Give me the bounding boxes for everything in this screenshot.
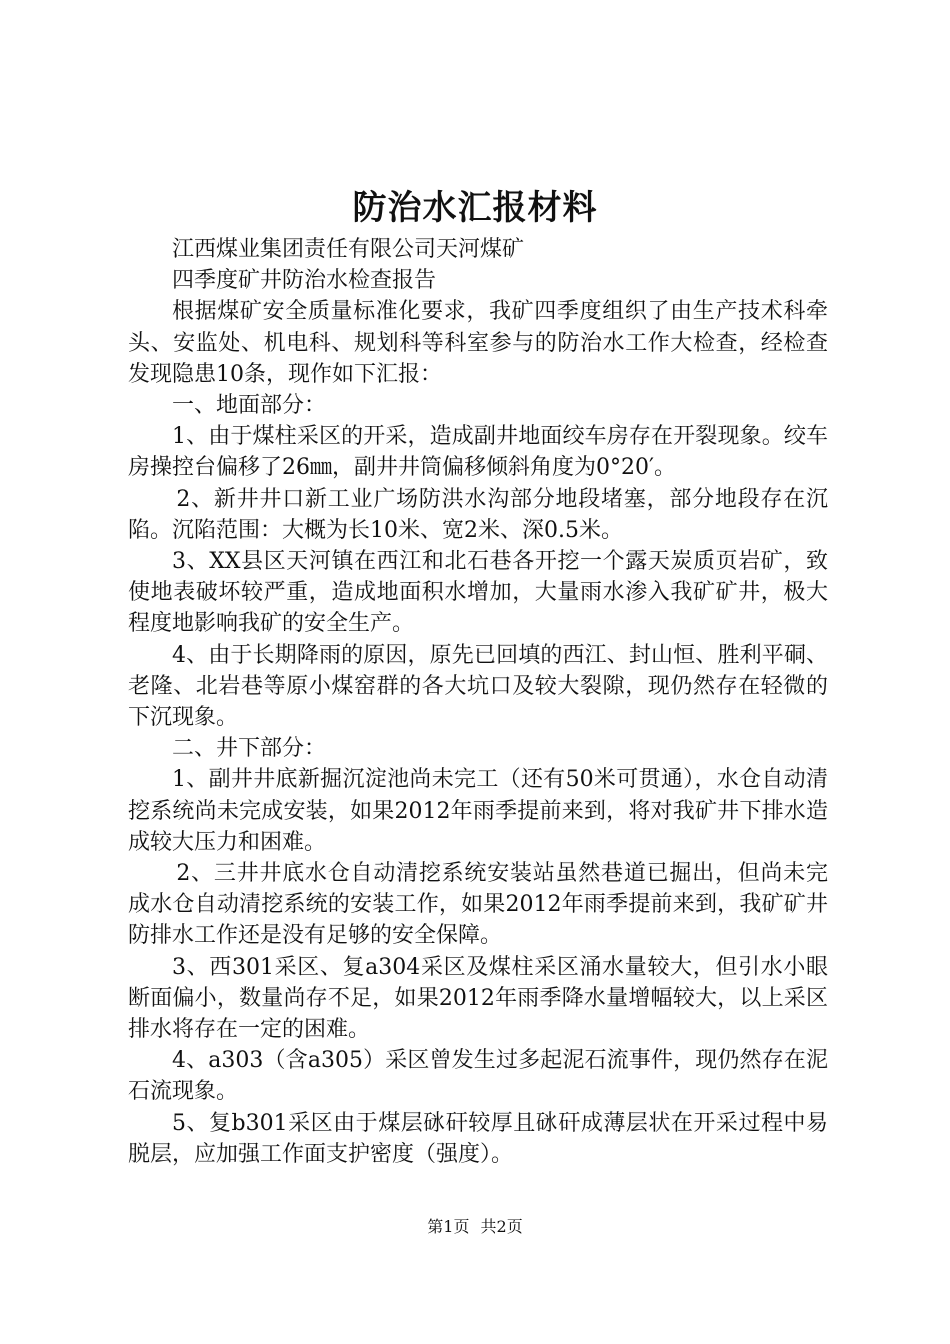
paragraph-surface-3: 3、XX县区天河镇在西江和北石巷各开挖一个露天炭质页岩矿，致使地表破坏较严重，造成地面积水增加，大量雨水渗入我矿矿井，极大程度地影响我矿的安全生产。 bbox=[128, 549, 828, 637]
paragraph-underground-1: 1、副井井底新掘沉淀池尚未完工（还有50米可贯通），水仓自动清挖系统尚未完成安装，如果2012年雨季提前来到，将对我矿井下排水造成较大压力和困难。 bbox=[128, 767, 828, 855]
paragraph-underground-2: 2、三井井底水仓自动清挖系统安装站虽然巷道已掘出，但尚未完成水仓自动清挖系统的安装工作，如果2012年雨季提前来到，我矿矿井防排水工作还是没有足够的安全保障。 bbox=[128, 861, 828, 949]
paragraph-underground-5: 5、复b301采区由于煤层砯矸较厚且砯矸成薄层状在开采过程中易脱层，应加强工作面支护密度（强度）。 bbox=[128, 1110, 828, 1167]
paragraph-company: 江西煤业集团责任有限公司天河煤矿 bbox=[172, 237, 525, 262]
paragraph-surface-4: 4、由于长期降雨的原因，原先已回填的西江、封山恒、胜利平硐、老隆、北岩巷等原小煤窑群的各大坑口及较大裂隙，现仍然存在轻微的下沉现象。 bbox=[128, 642, 828, 731]
document-title: 防治水汇报材料 bbox=[352, 188, 598, 228]
page-total: 共2页 bbox=[480, 1217, 523, 1236]
page-footer bbox=[0, 1216, 950, 1238]
document-body bbox=[128, 234, 828, 1170]
page-number: 第1页 bbox=[427, 1217, 470, 1236]
paragraph-surface-1: 1、由于煤柱采区的开采，造成副井地面绞车房存在开裂现象。绞车房操控台偏移了26㎜，副井井筒偏移倾斜角度为0°20′。 bbox=[128, 424, 828, 481]
section-heading-underground: 二、井下部分： bbox=[172, 736, 327, 762]
paragraph-intro: 根据煤矿安全质量标准化要求，我矿四季度组织了由生产技术科牵头、安监处、机电科、规划科等科室参与的防治水工作大检查，经检查发现隐患10条，现作如下汇报： bbox=[128, 299, 828, 387]
paragraph-underground-4: 4、a303（含a305）采区曾发生过多起泥石流事件，现仍然存在泥石流现象。 bbox=[128, 1048, 828, 1105]
paragraph-underground-3: 3、西301采区、复a304采区及煤柱采区涌水量较大，但引水小眼断面偏小，数量尚存不足，如果2012年雨季降水量增幅较大，以上采区排水将存在一定的困难。 bbox=[128, 954, 828, 1043]
paragraph-surface-2: 2、新井井口新工业广场防洪水沟部分地段堵塞，部分地段存在沉陷。沉陷范围：大概为长10米、宽2米、深0.5米。 bbox=[128, 486, 828, 543]
paragraph-report-name: 四季度矿井防治水检查报告 bbox=[172, 268, 437, 294]
section-heading-surface: 一、地面部分： bbox=[172, 393, 327, 419]
